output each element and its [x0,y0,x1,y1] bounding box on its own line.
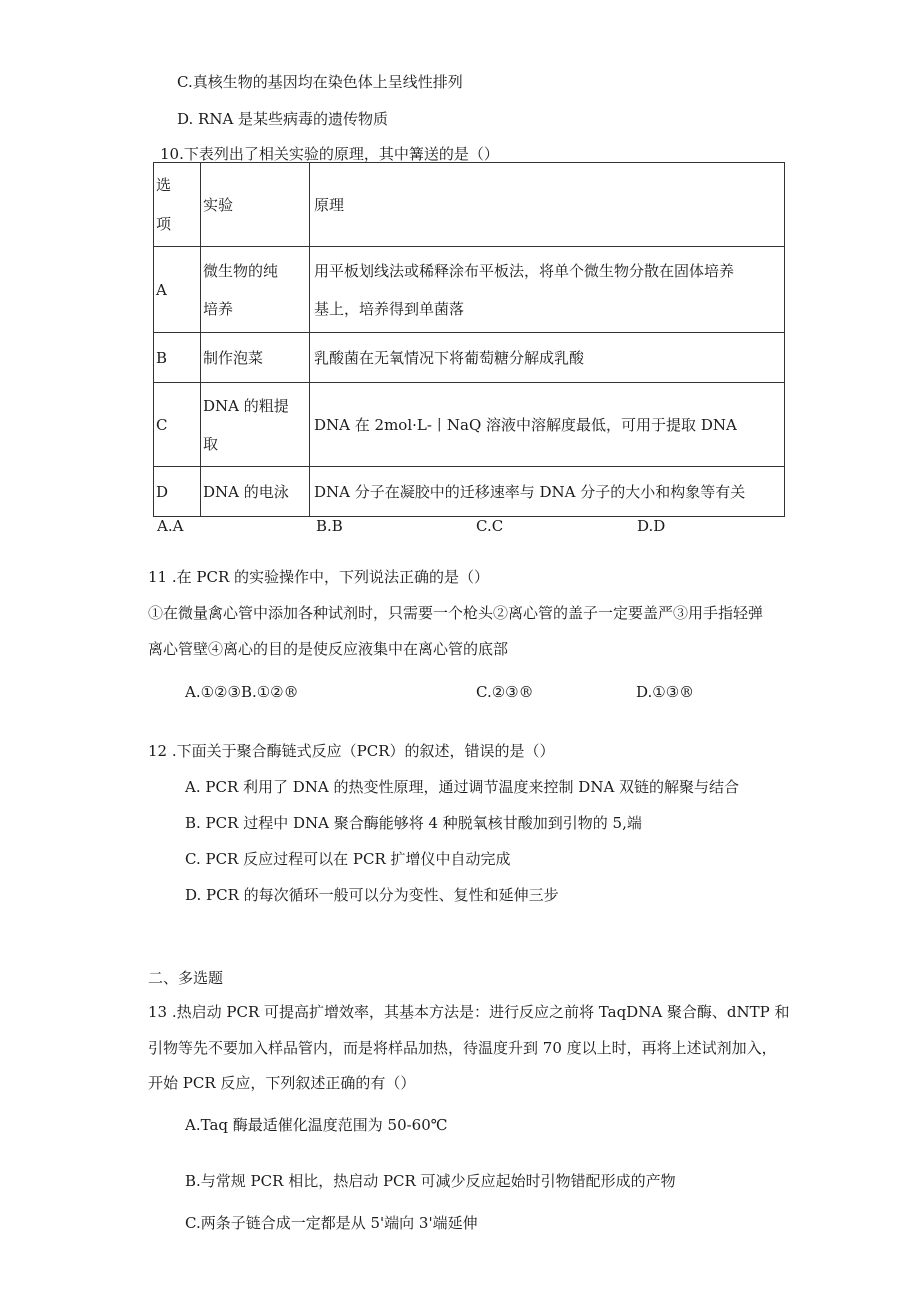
table-row [154,333,785,383]
q12-option-c: C. PCR 反应过程可以在 PCR 扩增仪中自动完成 [185,850,511,868]
q10-answer-a: A.A [157,517,184,535]
q13-stem-line-2: 引物等先不要加入样品管内，而是将样品加热，待温度升到 70 度以上时，再将上述试剂加入， [148,1039,777,1057]
row-b-experiment: 制作泡菜 [201,333,310,383]
row-c-principle: DNA 在 2mol·L-丨NaQ 溶液中溶解度最低，可用于提取 DNA [310,383,785,467]
q12-option-a: A. PCR 利用了 DNA 的热变性原理，通过调节温度来控制 DNA 双链的解聚与结合 [185,778,740,796]
q11-option-d: D.①③® [636,683,695,701]
q11-option-c: C.②③® [476,683,534,701]
q10-stem: 10.下表列出了相关实验的原理，其中篝送的是（） [160,145,499,163]
q10-table [153,162,785,517]
option-c-prev: C.真核生物的基因均在染色体上呈线性排列 [177,73,463,91]
row-a-option: A [154,247,201,333]
table-row [154,247,785,333]
q12-stem: 12 .下面关于聚合酶链式反应（PCR）的叙述，错误的是（） [148,742,555,760]
q11-option-ab: A.①②③B.①②® [185,683,299,701]
row-d-experiment: DNA 的电泳 [201,467,310,517]
table-row [154,467,785,517]
header-experiment: 实验 [201,163,310,247]
q12-option-d: D. PCR 的每次循环一般可以分为变性、复性和延伸三步 [185,886,559,904]
q13-option-b: B.与常规 PCR 相比，热启动 PCR 可减少反应起始时引物错配形成的产物 [185,1172,676,1190]
row-c-experiment: DNA 的粗提 取 [201,383,310,467]
row-d-option: D [154,467,201,517]
row-c-option: C [154,383,201,467]
q13-stem-line-3: 开始 PCR 反应，下列叙述正确的有（） [148,1074,416,1092]
header-principle: 原理 [310,163,785,247]
row-b-principle: 乳酸菌在无氧情况下将葡萄糖分解成乳酸 [310,333,785,383]
row-b-option: B [154,333,201,383]
section-title: 二、多选题 [148,969,224,987]
option-d-prev: D. RNA 是某些病毒的遗传物质 [177,110,389,128]
q12-option-b: B. PCR 过程中 DNA 聚合酶能够将 4 种脱氧核甘酸加到引物的 5,端 [185,814,642,832]
q11-body-line-2: 离心管壁④离心的目的是使反应液集中在离心管的底部 [148,640,509,658]
table-header-row [154,163,785,247]
table-row [154,383,785,467]
q11-body-line-1: ①在微量禽心管中添加各种试剂时，只需要一个枪头②离心管的盖子一定要盖严③用手指轻弹 [148,604,764,622]
q10-answer-d: D.D [637,517,666,535]
row-a-principle: 用平板划线法或稀释涂布平板法，将单个微生物分散在固体培养 基上，培养得到单菌落 [310,247,785,333]
row-d-principle: DNA 分子在凝胶中的迁移速率与 DNA 分子的大小和构象等有关 [310,467,785,517]
q11-stem: 11 .在 PCR 的实验操作中，下列说法正确的是（） [148,568,490,586]
q13-option-c: C.两条子链合成一定都是从 5'端向 3'端延伸 [185,1214,478,1232]
q10-answer-b: B.B [316,517,343,535]
q10-answer-c: C.C [476,517,504,535]
q13-option-a: A.Taq 酶最适催化温度范围为 50-60℃ [185,1116,448,1134]
row-a-experiment: 微生物的纯 培养 [201,247,310,333]
q13-stem-line-1: 13 .热启动 PCR 可提高扩增效率，其基本方法是：进行反应之前将 TaqDNA 聚合酶、dNTP 和 [148,1003,790,1021]
header-option: 选 项 [154,163,201,247]
